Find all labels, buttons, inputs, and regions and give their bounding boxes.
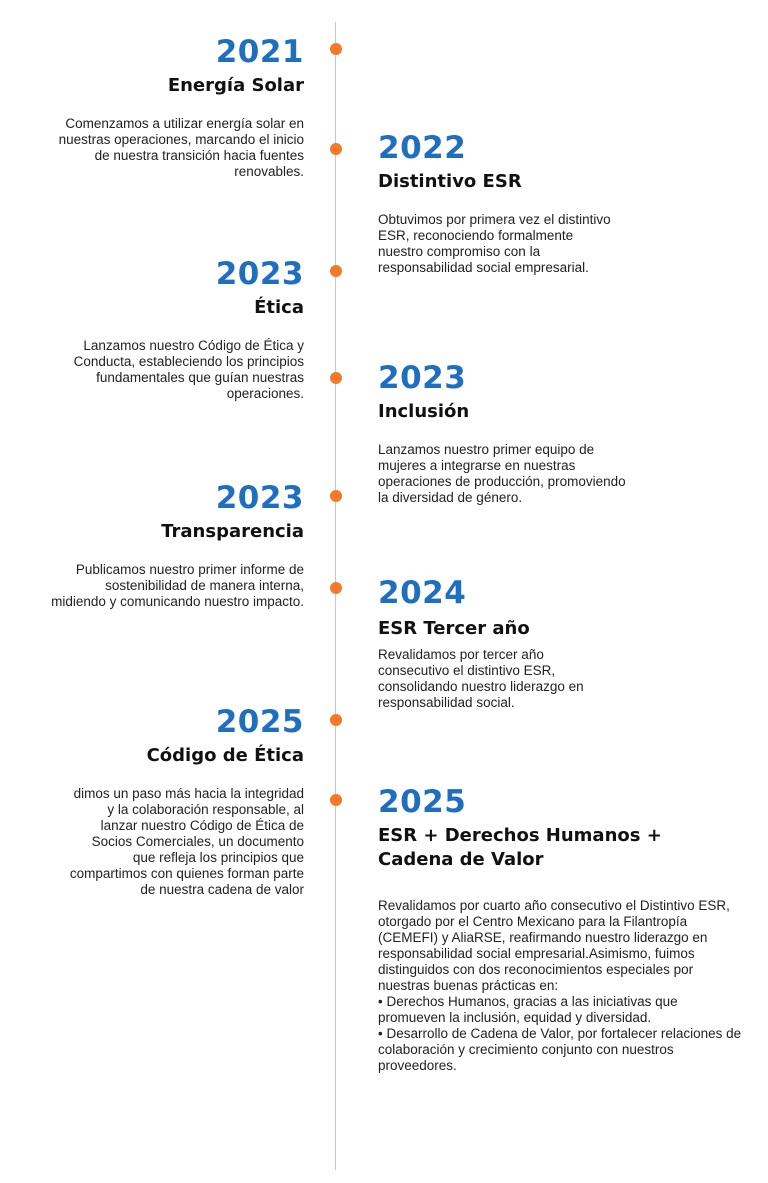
entry-year: 2022 [378, 130, 467, 166]
entry-year: 2023 [215, 480, 304, 516]
entry-title: ESR Tercer año [378, 618, 530, 639]
timeline-entry-2022 [378, 130, 628, 276]
timeline-entry-2025-codigo [44, 704, 304, 898]
timeline-entry-2021 [44, 34, 304, 180]
entry-title: Transparencia [161, 521, 304, 542]
entry-year: 2024 [378, 575, 467, 611]
entry-year: 2025 [378, 784, 467, 820]
timeline-entry-2023-transparencia [44, 480, 304, 610]
timeline-dot [330, 372, 342, 384]
timeline-dot [330, 43, 342, 55]
entry-description: Obtuvimos por primera vez el distintivo ESR, reconociendo formalmente nuestro compromiso con la responsabilidad social empresarial. [378, 212, 611, 275]
entry-year: 2025 [215, 704, 304, 740]
timeline-dot [330, 714, 342, 726]
entry-title: Ética [254, 297, 304, 318]
timeline-dot [330, 794, 342, 806]
timeline-line [335, 22, 336, 1170]
timeline-entry-2023-etica [44, 256, 304, 402]
entry-description: Comenzamos a utilizar energía solar en nuestras operaciones, marcando el inicio de nuestra transición hacia fuentes renovables. [58, 116, 304, 179]
entry-description: Lanzamos nuestro primer equipo de mujeres a integrarse en nuestras operaciones de producción, promoviendo la diversidad de género. [378, 442, 626, 505]
timeline-dot [330, 143, 342, 155]
entry-description: Revalidamos por cuarto año consecutivo el Distintivo ESR, otorgado por el Centro Mexicano para la Filantropía (CEMEFI) y AliaRSE, reafirmando nuestro liderazgo en responsabilidad social empresarial.Asimismo, fuimos distinguidos con dos reconocimientos especiales por nuestras buenas prácticas en: • Derechos Humanos, gracias a las iniciativas que promueven la inclusión, equidad y diversidad. • Desarrollo de Cadena de Valor, por fortalecer relaciones de colaboración y crecimiento conjunto con nuestros proveedores. [378, 898, 742, 1073]
entry-title: Código de Ética [146, 745, 304, 766]
timeline-dot [330, 490, 342, 502]
timeline-entry-2024 [378, 575, 628, 711]
entry-description: Publicamos nuestro primer informe de sostenibilidad de manera interna, midiendo y comunicando nuestro impacto. [51, 562, 304, 609]
entry-description: dimos un paso más hacia la integridad y la colaboración responsable, al lanzar nuestro Código de Ética de Socios Comerciales, un documento que refleja los principios que compartimos con quienes forman parte de nuestra cadena de valor [69, 786, 304, 897]
timeline-dot [330, 265, 342, 277]
timeline-dot [330, 582, 342, 594]
entry-title: Energía Solar [167, 75, 304, 96]
entry-description: Revalidamos por tercer año consecutivo el distintivo ESR, consolidando nuestro liderazgo en responsabilidad social. [378, 647, 584, 710]
timeline-entry-2023-inclusion [378, 360, 638, 506]
entry-year: 2021 [215, 34, 304, 70]
timeline-entry-2025-esr [378, 784, 748, 1074]
entry-description: Lanzamos nuestro Código de Ética y Conducta, estableciendo los principios fundamentales que guían nuestras operaciones. [73, 338, 304, 401]
entry-year: 2023 [378, 360, 467, 396]
entry-year: 2023 [215, 256, 304, 292]
entry-title: ESR + Derechos Humanos + Cadena de Valor [378, 825, 662, 870]
entry-title: Inclusión [378, 401, 470, 422]
entry-title: Distintivo ESR [378, 171, 522, 192]
